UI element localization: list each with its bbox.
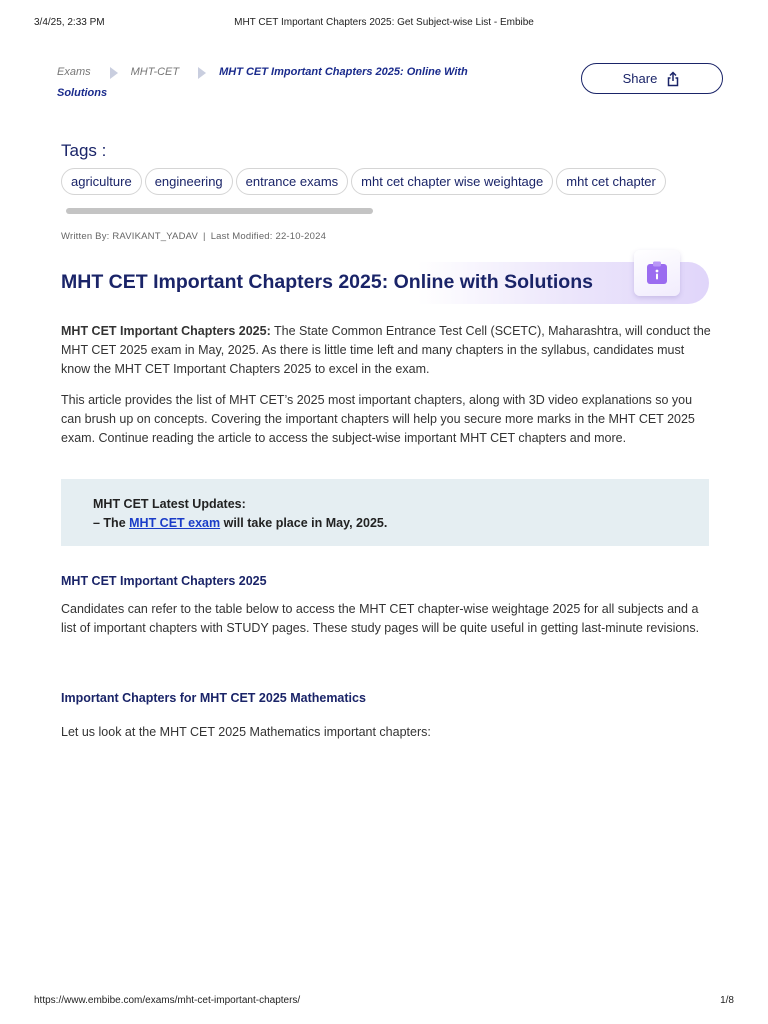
share-button[interactable] — [581, 63, 723, 94]
print-header — [34, 17, 734, 31]
intro-lead: MHT CET Important Chapters 2025: — [61, 324, 271, 338]
tags-scrollbar[interactable] — [66, 208, 373, 214]
breadcrumb-item-mht-cet[interactable]: MHT-CET — [130, 66, 180, 78]
mht-cet-exam-link[interactable]: MHT CET exam — [129, 516, 221, 530]
clipboard-icon — [634, 250, 680, 296]
latest-updates-box — [61, 479, 709, 546]
tag-entrance-exams[interactable]: entrance exams — [236, 168, 349, 195]
breadcrumb-current: MHT CET Important Chapters 2025: Online With — [219, 66, 468, 78]
tag-chapter-wise-weightage[interactable]: mht cet chapter wise weightage — [351, 168, 553, 195]
breadcrumb — [57, 62, 517, 104]
tag-agriculture[interactable]: agriculture — [61, 168, 142, 195]
tags-title: Tags : — [61, 141, 107, 160]
chevron-right-icon — [107, 66, 121, 80]
share-label: Share — [622, 71, 658, 86]
article-paragraph-2: This article provides the list of MHT CET’s 2025 most important chapters, along with 3D video explanations so you can brush up on concepts. Covering the important chapters will help you secure more marks in the MHT CET 2025 exam. Continue reading the article to access the subject-wise important MHT CET chapters and more. — [61, 393, 695, 445]
print-page-title: MHT CET Important Chapters 2025: Get Subject-wise List - Embibe — [234, 17, 534, 28]
updates-suffix: will take place in May, 2025. — [220, 516, 388, 530]
author: Written By: RAVIKANT_YADAV — [61, 231, 199, 242]
byline-divider: | — [203, 231, 206, 242]
intro-text: The State Common Entrance Test Cell (SCETC), Maharashtra, will conduct the MHT CET 2025 exam in May, 2025. As there is little time left and many chapters in the syllabus, candidates must know the MHT CET Important Chapters 2025 to excel in the exam. — [61, 324, 711, 376]
section-heading-important-chapters: MHT CET Important Chapters 2025 — [61, 574, 267, 588]
article-title: MHT CET Important Chapters 2025: Online with Solutions — [61, 271, 593, 293]
intro-paragraph — [61, 322, 711, 379]
updates-prefix: – The — [93, 516, 130, 530]
last-modified: Last Modified: 22-10-2024 — [210, 231, 327, 242]
section-paragraph-important-chapters: Candidates can refer to the table below to access the MHT CET chapter-wise weightage 2025 for all subjects and a list of important chapters with STUDY pages. These study pages will be quite useful in getting last-minute revisions. — [61, 602, 700, 635]
page-number: 1/8 — [720, 995, 734, 1006]
updates-heading: MHT CET Latest Updates: — [93, 497, 246, 511]
tag-engineering[interactable]: engineering — [145, 168, 233, 195]
tags-list — [61, 168, 709, 196]
print-footer — [34, 995, 734, 1009]
section-paragraph-mathematics: Let us look at the MHT CET 2025 Mathematics important chapters: — [61, 725, 431, 739]
share-icon — [665, 71, 681, 87]
print-datetime: 3/4/25, 2:33 PM — [34, 17, 105, 28]
breadcrumb-item-exams[interactable]: Exams — [57, 66, 91, 78]
breadcrumb-current-cont: Solutions — [57, 87, 108, 99]
updates-line — [93, 514, 677, 533]
chevron-right-icon — [195, 66, 209, 80]
print-url: https://www.embibe.com/exams/mht-cet-important-chapters/ — [34, 995, 301, 1006]
tag-mht-cet-chapter[interactable]: mht cet chapter — [556, 168, 666, 195]
article-title-band — [61, 262, 709, 304]
byline — [61, 231, 326, 242]
section-heading-mathematics: Important Chapters for MHT CET 2025 Mathematics — [61, 691, 366, 705]
